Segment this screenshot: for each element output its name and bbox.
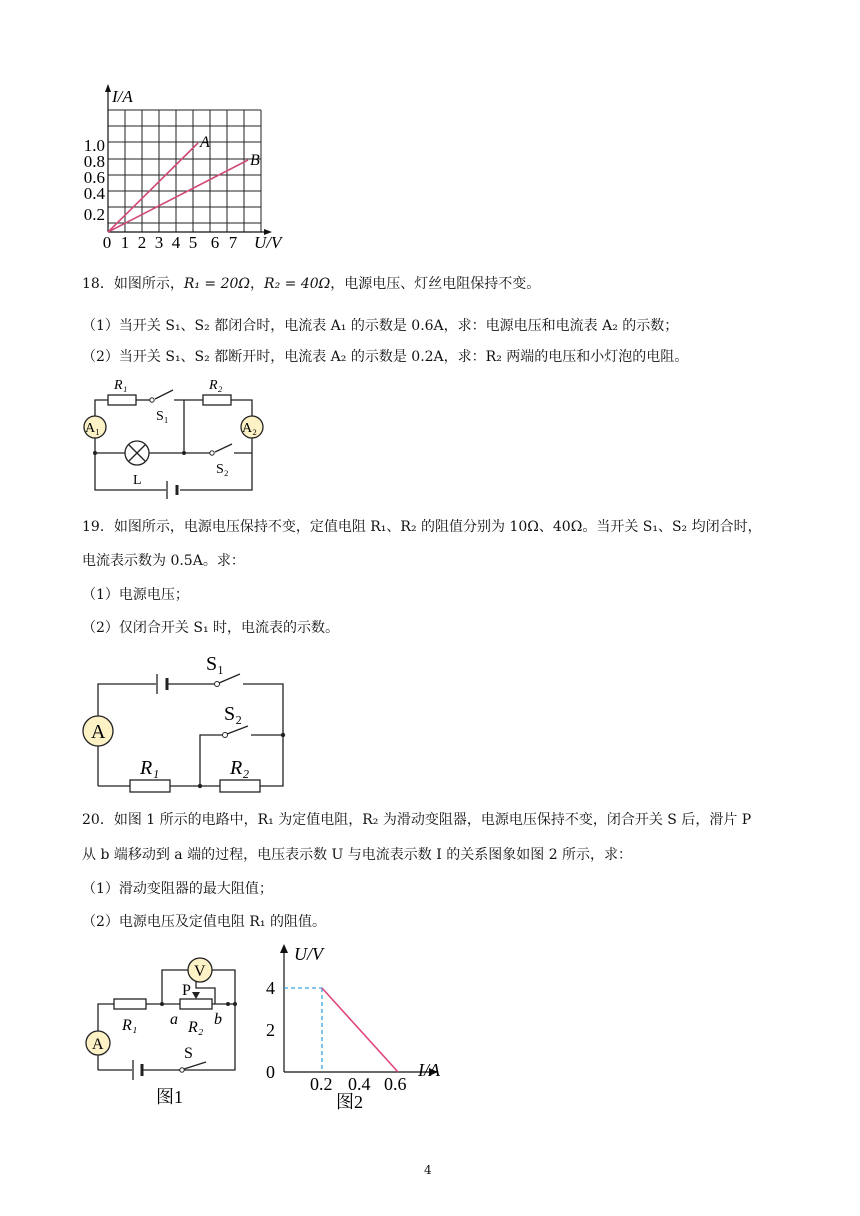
slider-p-label: P	[182, 982, 191, 999]
switch-label: S	[184, 1045, 193, 1062]
r2-label: R₂	[188, 1019, 204, 1036]
x-tick: 1	[120, 233, 130, 252]
y-tick: 4	[266, 978, 275, 998]
ammeter-a2-label: A₂	[242, 421, 257, 436]
q19-line2: 电流表示数为 0.5A。求：	[82, 553, 245, 569]
q19-part1: （1）电源电压；	[82, 587, 189, 603]
x-axis-label: I/A	[418, 1060, 440, 1080]
y-tick: 0.6	[83, 168, 105, 187]
x-tick: 0.6	[384, 1074, 407, 1094]
lamp-label: L	[133, 473, 142, 488]
q18-r2: R₂ = 40Ω	[264, 276, 331, 292]
line-a-label: A	[200, 134, 210, 151]
x-tick: 0	[102, 233, 112, 252]
x-tick: 0.2	[310, 1074, 333, 1094]
q20-part1: （1）滑动变阻器的最大阻值；	[82, 881, 273, 897]
x-tick: 7	[228, 233, 238, 252]
r1-label: R₁	[114, 378, 128, 393]
r1-label: R₁	[122, 1017, 138, 1034]
q18-stem-suffix: ，电源电压、灯丝电阻保持不变。	[330, 276, 541, 292]
q18-part1: （1）当开关 S₁、S₂ 都闭合时，电流表 A₁ 的示数是 0.6A，求：电源电压和电流表 A₂ 的示数；	[82, 318, 679, 334]
ammeter-label: A	[92, 1036, 104, 1053]
end-b-label: b	[214, 1011, 222, 1028]
q20-line2: 从 b 端移动到 a 端的过程，电压表示数 U 与电流表示数 I 的关系图象如图 2 所示，求：	[82, 847, 633, 863]
ammeter-label: A	[91, 721, 106, 743]
fig2-caption: 图2	[336, 1092, 363, 1112]
voltmeter-label: V	[194, 963, 206, 980]
x-tick: 0.4	[348, 1074, 371, 1094]
s1-label: S₁	[206, 653, 225, 675]
y-tick: 0.8	[83, 152, 105, 171]
q18-stem-prefix: 18．如图所示，	[82, 276, 184, 292]
x-tick: 6	[210, 233, 220, 252]
q18-part2: （2）当开关 S₁、S₂ 都断开时，电流表 A₂ 的示数是 0.2A，求：R₂ 两端的电压和小灯泡的电阻。	[82, 349, 689, 365]
y-axis-label: U/V	[294, 944, 323, 964]
q19-line1: 19．如图所示，电源电压保持不变，定值电阻 R₁、R₂ 的阻值分别为 10Ω、40Ω。当开关 S₁、S₂ 均闭合时，	[82, 519, 762, 535]
s2-label: S₂	[224, 703, 243, 725]
ammeter-a1-label: A₁	[85, 421, 100, 436]
x-tick: 5	[188, 233, 198, 252]
q18-r1: R₁ = 20Ω	[183, 276, 251, 292]
end-a-label: a	[170, 1011, 178, 1028]
y-tick: 0.4	[83, 184, 105, 203]
q20-line1: 20．如图 1 所示的电路中，R₁ 为定值电阻，R₂ 为滑动变阻器，电源电压保持不变，闭合开关 S 后，滑片 P	[82, 812, 752, 828]
q18-circuit	[78, 372, 268, 500]
iu-graph	[70, 80, 300, 260]
q18-stem: 18．如图所示，R₁ = 20Ω，R₂ = 40Ω，电源电压、灯丝电阻保持不变。	[82, 276, 541, 292]
u-i-line	[322, 988, 398, 1072]
line-b-label: B	[250, 152, 260, 169]
page-number: 4	[424, 1163, 432, 1177]
y-tick: 2	[266, 1020, 275, 1040]
q19-part2: （2）仅闭合开关 S₁ 时，电流表的示数。	[82, 620, 340, 636]
y-tick: 0.2	[83, 205, 105, 224]
x-tick: 3	[154, 233, 164, 252]
q20-part2: （2）电源电压及定值电阻 R₁ 的阻值。	[82, 914, 326, 930]
fig1-caption: 图1	[156, 1087, 183, 1107]
r2-label: R₂	[209, 378, 223, 393]
x-tick: 4	[171, 233, 181, 252]
q19-circuit	[80, 648, 300, 798]
q20-fig2-graph	[262, 938, 462, 1114]
y-tick: 0	[266, 1062, 275, 1082]
r1-label: R₁	[140, 757, 160, 779]
r2-label: R₂	[230, 757, 250, 779]
y-tick: 1.0	[83, 136, 105, 155]
x-tick: 2	[137, 233, 147, 252]
line-a	[108, 143, 198, 232]
s1-label: S₁	[156, 409, 169, 424]
x-axis-label: U/V	[254, 233, 282, 252]
q20-fig1-circuit	[78, 952, 248, 1112]
s2-label: S₂	[216, 462, 229, 477]
y-axis-label: I/A	[112, 87, 133, 106]
